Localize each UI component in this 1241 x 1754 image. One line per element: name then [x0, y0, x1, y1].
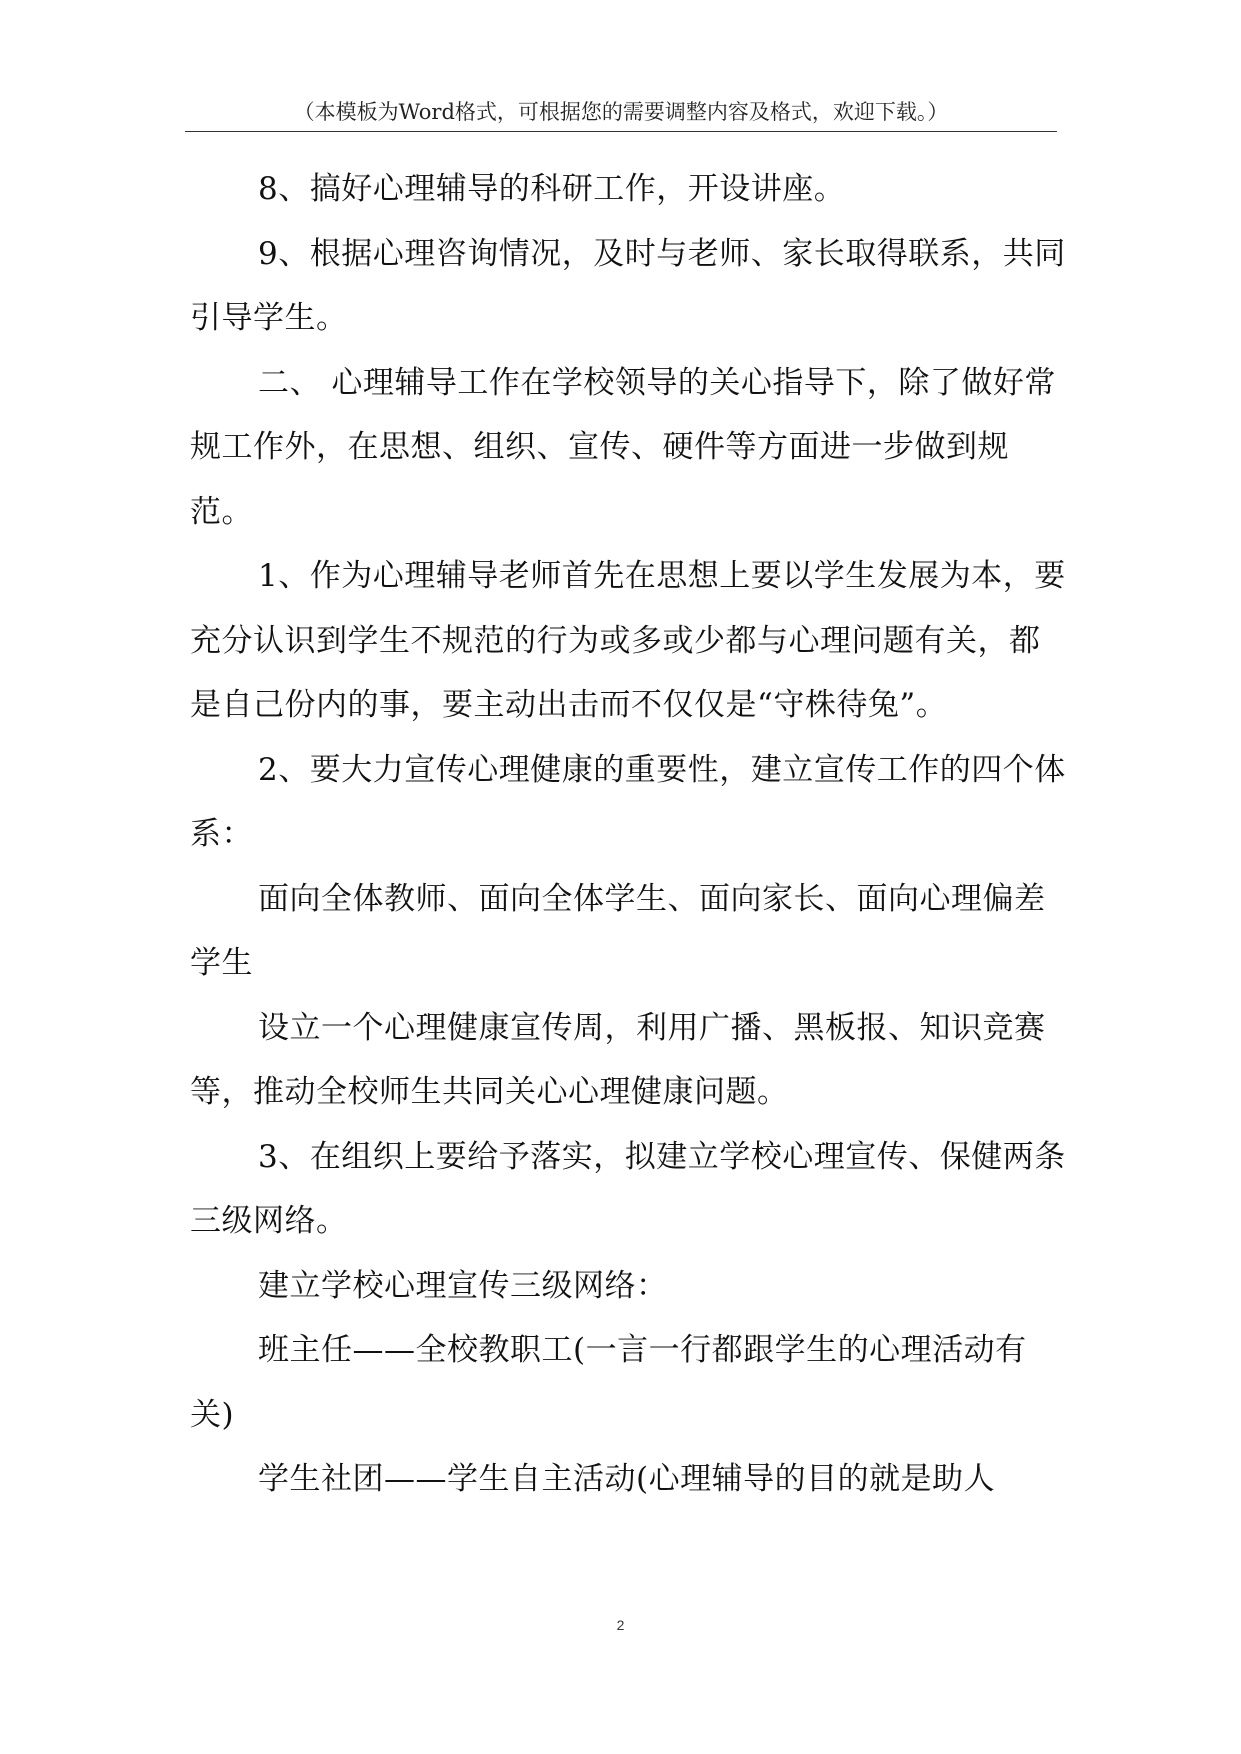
page-number: 2 — [616, 1617, 625, 1633]
document-body — [190, 157, 1070, 1512]
paragraph-7: 设立一个心理健康宣传周，利用广播、黑板报、知识竞赛等，推动全校师生共同关心心理健康问题。 — [190, 1009, 1046, 1110]
paragraph-10: 班主任——全校教职工(一言一行都跟学生的心理活动有关) — [190, 1332, 1027, 1433]
paragraph-6: 面向全体教师、面向全体学生、面向家长、面向心理偏差学生 — [190, 880, 1046, 981]
paragraph-9: 建立学校心理宣传三级网络： — [258, 1267, 668, 1304]
paragraph-5: 2、要大力宣传心理健康的重要性，建立宣传工作的四个体系： — [190, 751, 1066, 852]
paragraph-3: 二、 心理辅导工作在学校领导的关心指导下，除了做好常规工作外，在思想、组织、宣传、硬件等方面进一步做到规范。 — [190, 364, 1056, 530]
paragraph-11: 学生社团——学生自主活动(心理辅导的目的就是助人 — [258, 1461, 996, 1497]
paragraph-8: 3、在组织上要给予落实，拟建立学校心理宣传、保健两条三级网络。 — [190, 1138, 1066, 1239]
header-divider — [185, 131, 1057, 132]
paragraph-1: 8、搞好心理辅导的科研工作，开设讲座。 — [258, 171, 846, 207]
paragraph-2: 9、根据心理咨询情况，及时与老师、家长取得联系，共同引导学生。 — [190, 235, 1066, 336]
header-note: （本模板为Word格式，可根据您的需要调整内容及格式，欢迎下载。） — [293, 100, 949, 124]
paragraph-4: 1、作为心理辅导老师首先在思想上要以学生发展为本，要充分认识到学生不规范的行为或多或少都与心理问题有关，都是自己份内的事，要主动出击而不仅仅是“守株待兔”。 — [190, 558, 1066, 723]
